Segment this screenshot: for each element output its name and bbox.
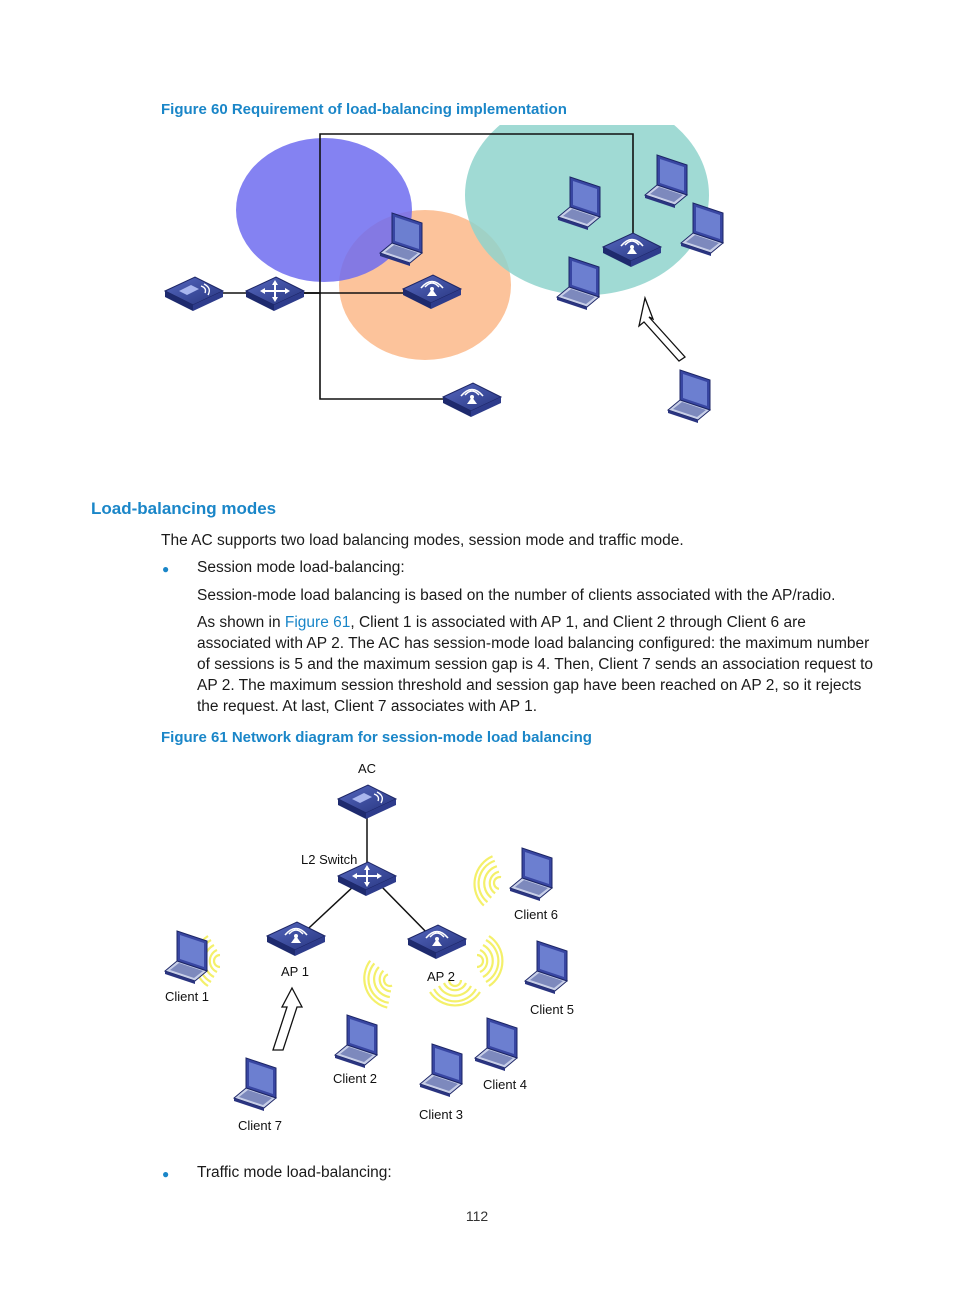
- figure-61-link[interactable]: Figure 61: [284, 614, 351, 631]
- laptop-icon: [420, 1044, 462, 1097]
- session-text-line5: the request. At last, Client 7 associates with AP 1.: [197, 698, 538, 715]
- session-text-line1: , Client 1 is associated with AP 1, and Client 2 through Client 6 are: [350, 614, 806, 631]
- client1-label: Client 1: [164, 989, 210, 1004]
- ac-label: AC: [357, 761, 377, 776]
- ap-icon: [267, 922, 325, 956]
- bullet-dot-icon: ●: [162, 1167, 170, 1181]
- arrow-icon: [639, 298, 685, 361]
- ap1-label: AP 1: [281, 964, 309, 979]
- session-paragraph-2: [197, 612, 877, 717]
- client3-label: Client 3: [418, 1107, 464, 1122]
- page-number: 112: [465, 1208, 489, 1224]
- ac-icon: [165, 277, 223, 311]
- intro-paragraph: The AC supports two load balancing modes, session mode and traffic mode.: [161, 532, 684, 549]
- wifi-signal-icon: [471, 854, 505, 908]
- section-heading: Load-balancing modes: [91, 499, 277, 518]
- figure-60-caption: Figure 60 Requirement of load-balancing implementation: [161, 101, 567, 118]
- laptop-icon: [668, 370, 710, 423]
- client6-label: Client 6: [513, 907, 559, 922]
- switch-icon: [338, 862, 396, 896]
- figure-61-diagram: [150, 755, 600, 1145]
- bullet-session-mode: Session mode load-balancing:: [197, 559, 405, 576]
- session-paragraph-1: Session-mode load balancing is based on the number of clients associated with the AP/radio.: [197, 587, 836, 604]
- ap-coverage-blue: [236, 138, 412, 282]
- client2-label: Client 2: [332, 1071, 378, 1086]
- session-text-line3: of sessions is 5 and the maximum session gap is 4. Then, Client 7 sends an association request to: [197, 656, 874, 673]
- laptop-icon: [335, 1015, 377, 1068]
- figure-61-caption: Figure 61 Network diagram for session-mode load balancing: [161, 729, 592, 746]
- laptop-icon: [525, 941, 567, 994]
- ap2-label: AP 2: [427, 969, 455, 984]
- ap-icon: [408, 925, 466, 959]
- bullet-dot-icon: ●: [162, 562, 170, 576]
- laptop-icon: [165, 931, 207, 984]
- ac-icon: [338, 785, 396, 819]
- figure-60-diagram: [150, 125, 790, 475]
- client5-label: Client 5: [529, 1002, 575, 1017]
- ap-icon: [443, 383, 501, 417]
- client7-label: Client 7: [237, 1118, 283, 1133]
- client4-label: Client 4: [482, 1077, 528, 1092]
- laptop-icon: [510, 848, 552, 901]
- wifi-signal-icon: [477, 936, 502, 986]
- switch-label: L2 Switch: [301, 852, 358, 867]
- wifi-signal-icon: [358, 957, 399, 1013]
- session-text-line4: AP 2. The maximum session threshold and session gap have been reached on AP 2, so it rejects: [197, 677, 862, 694]
- switch-icon: [246, 277, 304, 311]
- laptop-icon: [475, 1018, 517, 1071]
- bullet-traffic-mode: Traffic mode load-balancing:: [197, 1164, 392, 1181]
- session-text-before: As shown in: [197, 614, 285, 631]
- session-text-line2: associated with AP 2. The AC has session-mode load balancing configured: the maximum number: [197, 635, 870, 652]
- laptop-icon: [234, 1058, 276, 1111]
- arrow-icon: [273, 988, 302, 1050]
